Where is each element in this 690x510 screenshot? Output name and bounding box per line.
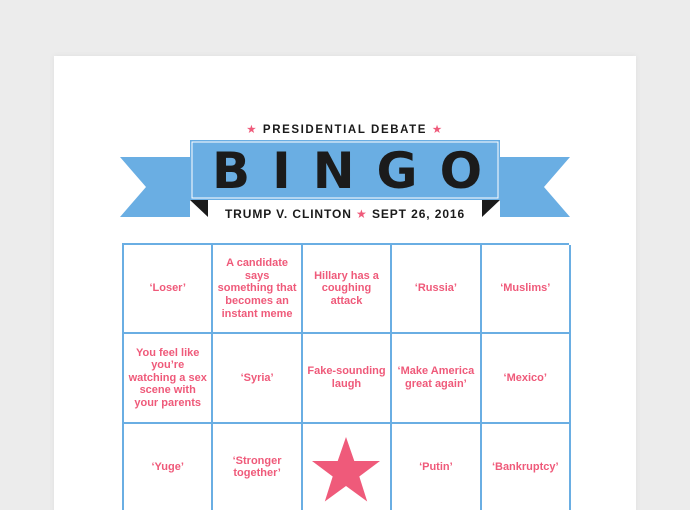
kicker-text: PRESIDENTIAL DEBATE [262,124,428,136]
star-icon: ★ [431,124,444,136]
bingo-cell[interactable]: ‘Bankruptcy’ [482,424,571,510]
bingo-cell[interactable]: ‘Putin’ [392,424,481,510]
bingo-cell[interactable]: ‘Muslims’ [482,245,571,334]
bingo-cell[interactable]: ‘Yuge’ [124,424,213,510]
subtitle-line [0,207,690,221]
bingo-cell[interactable]: ‘Loser’ [124,245,213,334]
bingo-cell[interactable]: ‘Mexico’ [482,334,571,423]
bingo-cell[interactable]: ‘Syria’ [213,334,302,423]
bingo-cell[interactable]: A candidate says something that becomes an instant meme [213,245,302,334]
bingo-grid [122,243,569,510]
star-icon: ★ [356,207,368,221]
date-text: SEPT 26, 2016 [371,207,466,221]
bingo-cell[interactable]: ‘Stronger together’ [213,424,302,510]
star-icon: ★ [246,124,259,136]
title-ribbon [0,0,690,240]
bingo-cell[interactable]: Fake-sounding laugh [303,334,392,423]
bingo-cell[interactable]: ‘Russia’ [392,245,481,334]
kicker-line [0,122,690,136]
bingo-cell[interactable]: Hillary has a coughing attack [303,245,392,334]
star-icon [311,437,381,503]
matchup-text: TRUMP V. CLINTON [224,207,352,221]
bingo-cell[interactable]: You feel like you’re watching a sex scene with your parents [124,334,213,423]
bingo-cell[interactable]: ‘Make America great again’ [392,334,481,423]
page-title: BINGO [212,142,505,200]
free-space-cell[interactable] [303,424,392,510]
